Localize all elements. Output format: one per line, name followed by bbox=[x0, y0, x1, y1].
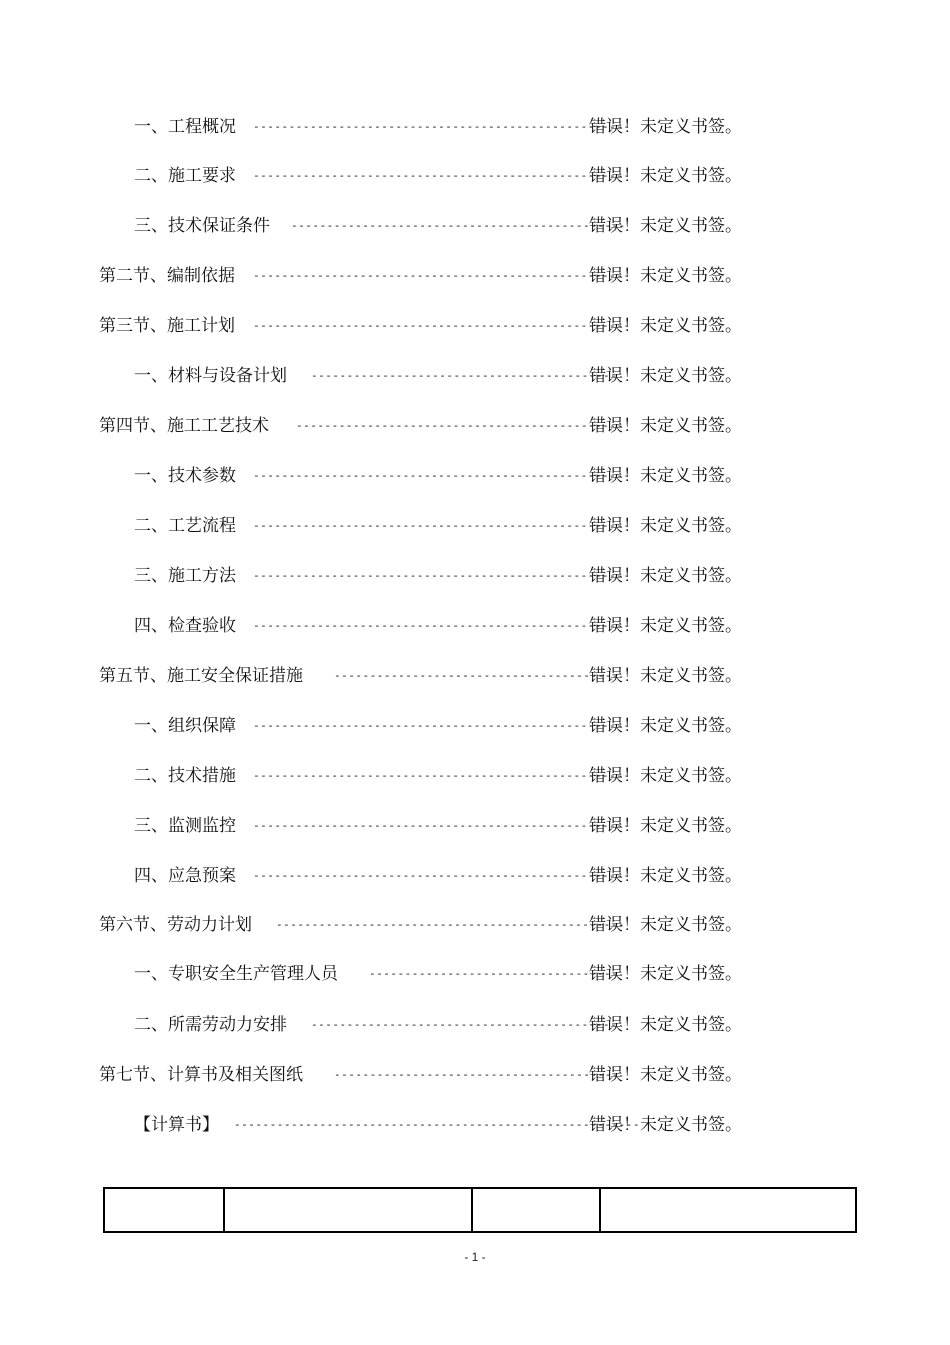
toc-entry[interactable] bbox=[0, 811, 950, 841]
toc-entry-leader: ----------------------------------------------------- bbox=[253, 769, 631, 782]
toc-entry[interactable] bbox=[0, 861, 950, 891]
toc-entry[interactable] bbox=[0, 511, 950, 541]
toc-entry-label: 第六节、劳动力计划 bbox=[99, 915, 252, 935]
toc-entry-leader: ----------------------------------------------------- bbox=[253, 469, 631, 482]
toc-entry-page-ref: 错误！未定义书签。 bbox=[589, 516, 742, 536]
toc-entry-page-ref: 错误！未定义书签。 bbox=[589, 1115, 742, 1135]
page-number: - 1 - bbox=[464, 1250, 486, 1264]
toc-entry-label: 二、技术措施 bbox=[134, 766, 236, 786]
toc-entry[interactable] bbox=[0, 261, 950, 291]
toc-entry[interactable] bbox=[0, 1060, 950, 1090]
toc-entry-leader: ----------------------------------------------------- bbox=[253, 819, 631, 832]
toc-entry[interactable] bbox=[0, 761, 950, 791]
toc-entry-page-ref: 错误！未定义书签。 bbox=[589, 964, 742, 984]
toc-entry-leader: ---------------------------------------- bbox=[334, 669, 619, 682]
toc-entry-label: 四、应急预案 bbox=[134, 866, 236, 886]
footer-table bbox=[103, 1187, 857, 1233]
toc-entry-leader: ----------------------------------------------- bbox=[291, 219, 626, 232]
toc-entry-leader: ------------------------------------------------- bbox=[276, 918, 626, 931]
toc-entry-page-ref: 错误！未定义书签。 bbox=[589, 716, 742, 736]
toc-entry[interactable] bbox=[0, 959, 950, 989]
toc-entry-label: 一、技术参数 bbox=[134, 466, 236, 486]
toc-entry-leader: ----------------------------------------------------- bbox=[253, 319, 631, 332]
toc-entry-leader: ---------------------------------------- bbox=[334, 1068, 619, 1081]
toc-entry[interactable] bbox=[0, 711, 950, 741]
table-cell bbox=[104, 1188, 224, 1232]
toc-entry-page-ref: 错误！未定义书签。 bbox=[589, 1015, 742, 1035]
toc-entry-label: 一、工程概况 bbox=[134, 117, 236, 137]
toc-entry-page-ref: 错误！未定义书签。 bbox=[589, 216, 742, 236]
table-cell bbox=[224, 1188, 472, 1232]
toc-entry-label: 二、工艺流程 bbox=[134, 516, 236, 536]
toc-entry-label: 二、施工要求 bbox=[134, 166, 236, 186]
toc-entry[interactable] bbox=[0, 1010, 950, 1040]
toc-entry-label: 三、监测监控 bbox=[134, 816, 236, 836]
toc-entry-leader: ------------------------------------------- bbox=[311, 369, 618, 382]
toc-entry-page-ref: 错误！未定义书签。 bbox=[589, 866, 742, 886]
toc-entry-label: 一、组织保障 bbox=[134, 716, 236, 736]
toc-entry-page-ref: 错误！未定义书签。 bbox=[589, 166, 742, 186]
toc-entry-label: 四、检查验收 bbox=[134, 616, 236, 636]
toc-entry-label: 三、技术保证条件 bbox=[134, 216, 270, 236]
toc-entry[interactable] bbox=[0, 910, 950, 940]
toc-entry-page-ref: 错误！未定义书签。 bbox=[589, 366, 742, 386]
toc-entry-page-ref: 错误！未定义书签。 bbox=[589, 266, 742, 286]
toc-entry[interactable] bbox=[0, 1110, 950, 1140]
toc-entry[interactable] bbox=[0, 661, 950, 691]
toc-entry-leader: ----------------------------------- bbox=[369, 967, 619, 980]
toc-entry[interactable] bbox=[0, 561, 950, 591]
toc-entry-label: 第七节、计算书及相关图纸 bbox=[99, 1065, 303, 1085]
toc-entry[interactable] bbox=[0, 112, 950, 142]
toc-entry-leader: --------------------------------------------------------- bbox=[234, 1118, 640, 1131]
table-cell bbox=[600, 1188, 856, 1232]
toc-entry-page-ref: 错误！未定义书签。 bbox=[589, 1065, 742, 1085]
toc-entry-leader: ----------------------------------------------------- bbox=[253, 519, 631, 532]
toc-entry-label: 二、所需劳动力安排 bbox=[134, 1015, 287, 1035]
toc-entry-page-ref: 错误！未定义书签。 bbox=[589, 915, 742, 935]
toc-entry-leader: ------------------------------------------- bbox=[311, 1018, 618, 1031]
table-cell bbox=[472, 1188, 600, 1232]
toc-entry-leader: ---------------------------------------------- bbox=[296, 419, 624, 432]
toc-entry-page-ref: 错误！未定义书签。 bbox=[589, 766, 742, 786]
table-row bbox=[104, 1188, 856, 1232]
toc-entry-label: 一、材料与设备计划 bbox=[134, 366, 287, 386]
toc-entry-label: 三、施工方法 bbox=[134, 566, 236, 586]
toc-entry-page-ref: 错误！未定义书签。 bbox=[589, 117, 742, 137]
toc-entry-page-ref: 错误！未定义书签。 bbox=[589, 466, 742, 486]
toc-entry-label: 一、专职安全生产管理人员 bbox=[134, 964, 338, 984]
toc-entry-leader: ----------------------------------------------------- bbox=[253, 719, 631, 732]
toc-entry[interactable] bbox=[0, 461, 950, 491]
toc-entry-page-ref: 错误！未定义书签。 bbox=[589, 566, 742, 586]
toc-entry-page-ref: 错误！未定义书签。 bbox=[589, 666, 742, 686]
toc-entry-label: 第三节、施工计划 bbox=[99, 316, 235, 336]
toc-entry-leader: ----------------------------------------------------- bbox=[253, 619, 631, 632]
toc-entry-label: 【计算书】 bbox=[134, 1115, 219, 1135]
toc-entry[interactable] bbox=[0, 361, 950, 391]
toc-entry[interactable] bbox=[0, 311, 950, 341]
toc-entry-page-ref: 错误！未定义书签。 bbox=[589, 816, 742, 836]
toc-entry-leader: ----------------------------------------------------- bbox=[253, 120, 631, 133]
toc-entry-leader: ----------------------------------------------------- bbox=[253, 269, 631, 282]
toc-entry-page-ref: 错误！未定义书签。 bbox=[589, 316, 742, 336]
toc-entry-page-ref: 错误！未定义书签。 bbox=[589, 616, 742, 636]
toc-entry-leader: ----------------------------------------------------- bbox=[253, 169, 631, 182]
toc-entry[interactable] bbox=[0, 161, 950, 191]
toc-entry[interactable] bbox=[0, 611, 950, 641]
toc-entry-leader: ----------------------------------------------------- bbox=[253, 869, 631, 882]
toc-entry[interactable] bbox=[0, 411, 950, 441]
toc-entry-label: 第四节、施工工艺技术 bbox=[99, 416, 269, 436]
toc-entry-label: 第二节、编制依据 bbox=[99, 266, 235, 286]
toc-entry-label: 第五节、施工安全保证措施 bbox=[99, 666, 303, 686]
toc-entry-page-ref: 错误！未定义书签。 bbox=[589, 416, 742, 436]
toc-entry[interactable] bbox=[0, 211, 950, 241]
toc-entry-leader: ----------------------------------------------------- bbox=[253, 569, 631, 582]
